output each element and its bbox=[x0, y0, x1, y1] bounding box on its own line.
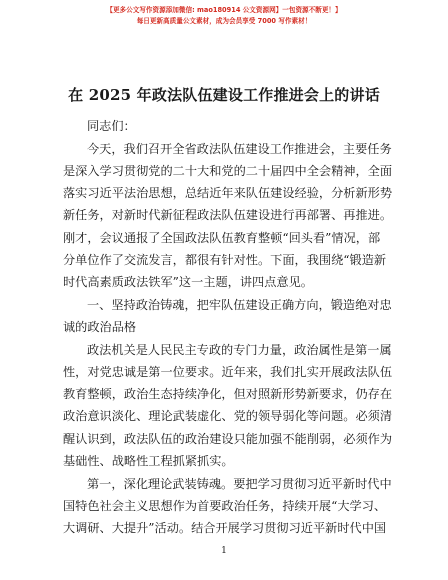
body-line: 今天，我们召开全省政法队伍建设工作推进会，主要任务 bbox=[87, 142, 392, 156]
body-line: 分单位作了交流发言，都很有针对性。下面，我围绕“锻造新 bbox=[63, 253, 387, 267]
body-line: 政法机关是人民民主专政的专门力量，政治属性是第一属 bbox=[87, 343, 392, 357]
body-line: 第一，深化理论武装铸魂。要把学习贯彻习近平新时代中 bbox=[87, 477, 392, 491]
body-line: 教育整顿，政治生态持续净化，但对照新形势新要求，仍存在 bbox=[63, 387, 393, 401]
section-heading: 诚的政治品格 bbox=[63, 320, 137, 334]
page-number: 1 bbox=[221, 546, 227, 556]
promo-banner-line-2: 每日更新高质量公文素材，成为会员享受 7000 写作素材！ bbox=[136, 17, 312, 25]
body-line: 国特色社会主义思想作为首要政治任务，持续开展“大学习、 bbox=[63, 499, 387, 513]
body-line: 时代高素质政法铁军”这一主题，讲四点意见。 bbox=[63, 275, 313, 289]
body-line: 落实习近平法治思想，总结近年来队伍建设经验，分析新形势 bbox=[63, 186, 393, 200]
promo-banner-line-1: 【更多公文写作资源添加微信: mao180914 公文资源网】一包资源不断更！】 bbox=[106, 6, 342, 14]
body-line: 性，对党忠诚是第一位要求。近年来，我们扎实开展政法队伍 bbox=[63, 365, 393, 379]
body-line: 大调研、大提升”活动。结合开展学习贯彻习近平新时代中国 bbox=[63, 521, 387, 535]
body-line: 基础性、战略性工程抓紧抓实。 bbox=[63, 454, 234, 468]
body-line: 政治意识淡化、理论武装虚化、党的领导弱化等问题。必须清 bbox=[63, 409, 393, 423]
body-line: 是深入学习贯彻党的二十大和党的二十届四中全会精神，全面 bbox=[63, 164, 393, 178]
body-line: 新任务，对新时代新征程政法队伍建设进行再部署、再推进。 bbox=[63, 208, 393, 222]
section-heading: 一、坚持政治铸魂，把牢队伍建设正确方向，锻造绝对忠 bbox=[87, 298, 392, 312]
salutation: 同志们： bbox=[87, 119, 136, 133]
document-title: 在 2025 年政法队伍建设工作推进会上的讲话 bbox=[68, 86, 380, 104]
body-line: 醒认识到，政法队伍的政治建设只能加强不能削弱，必须作为 bbox=[63, 432, 393, 446]
body-line: 刚才，会议通报了全国政法队伍教育整顿“回头看”情况，部 bbox=[63, 231, 381, 245]
